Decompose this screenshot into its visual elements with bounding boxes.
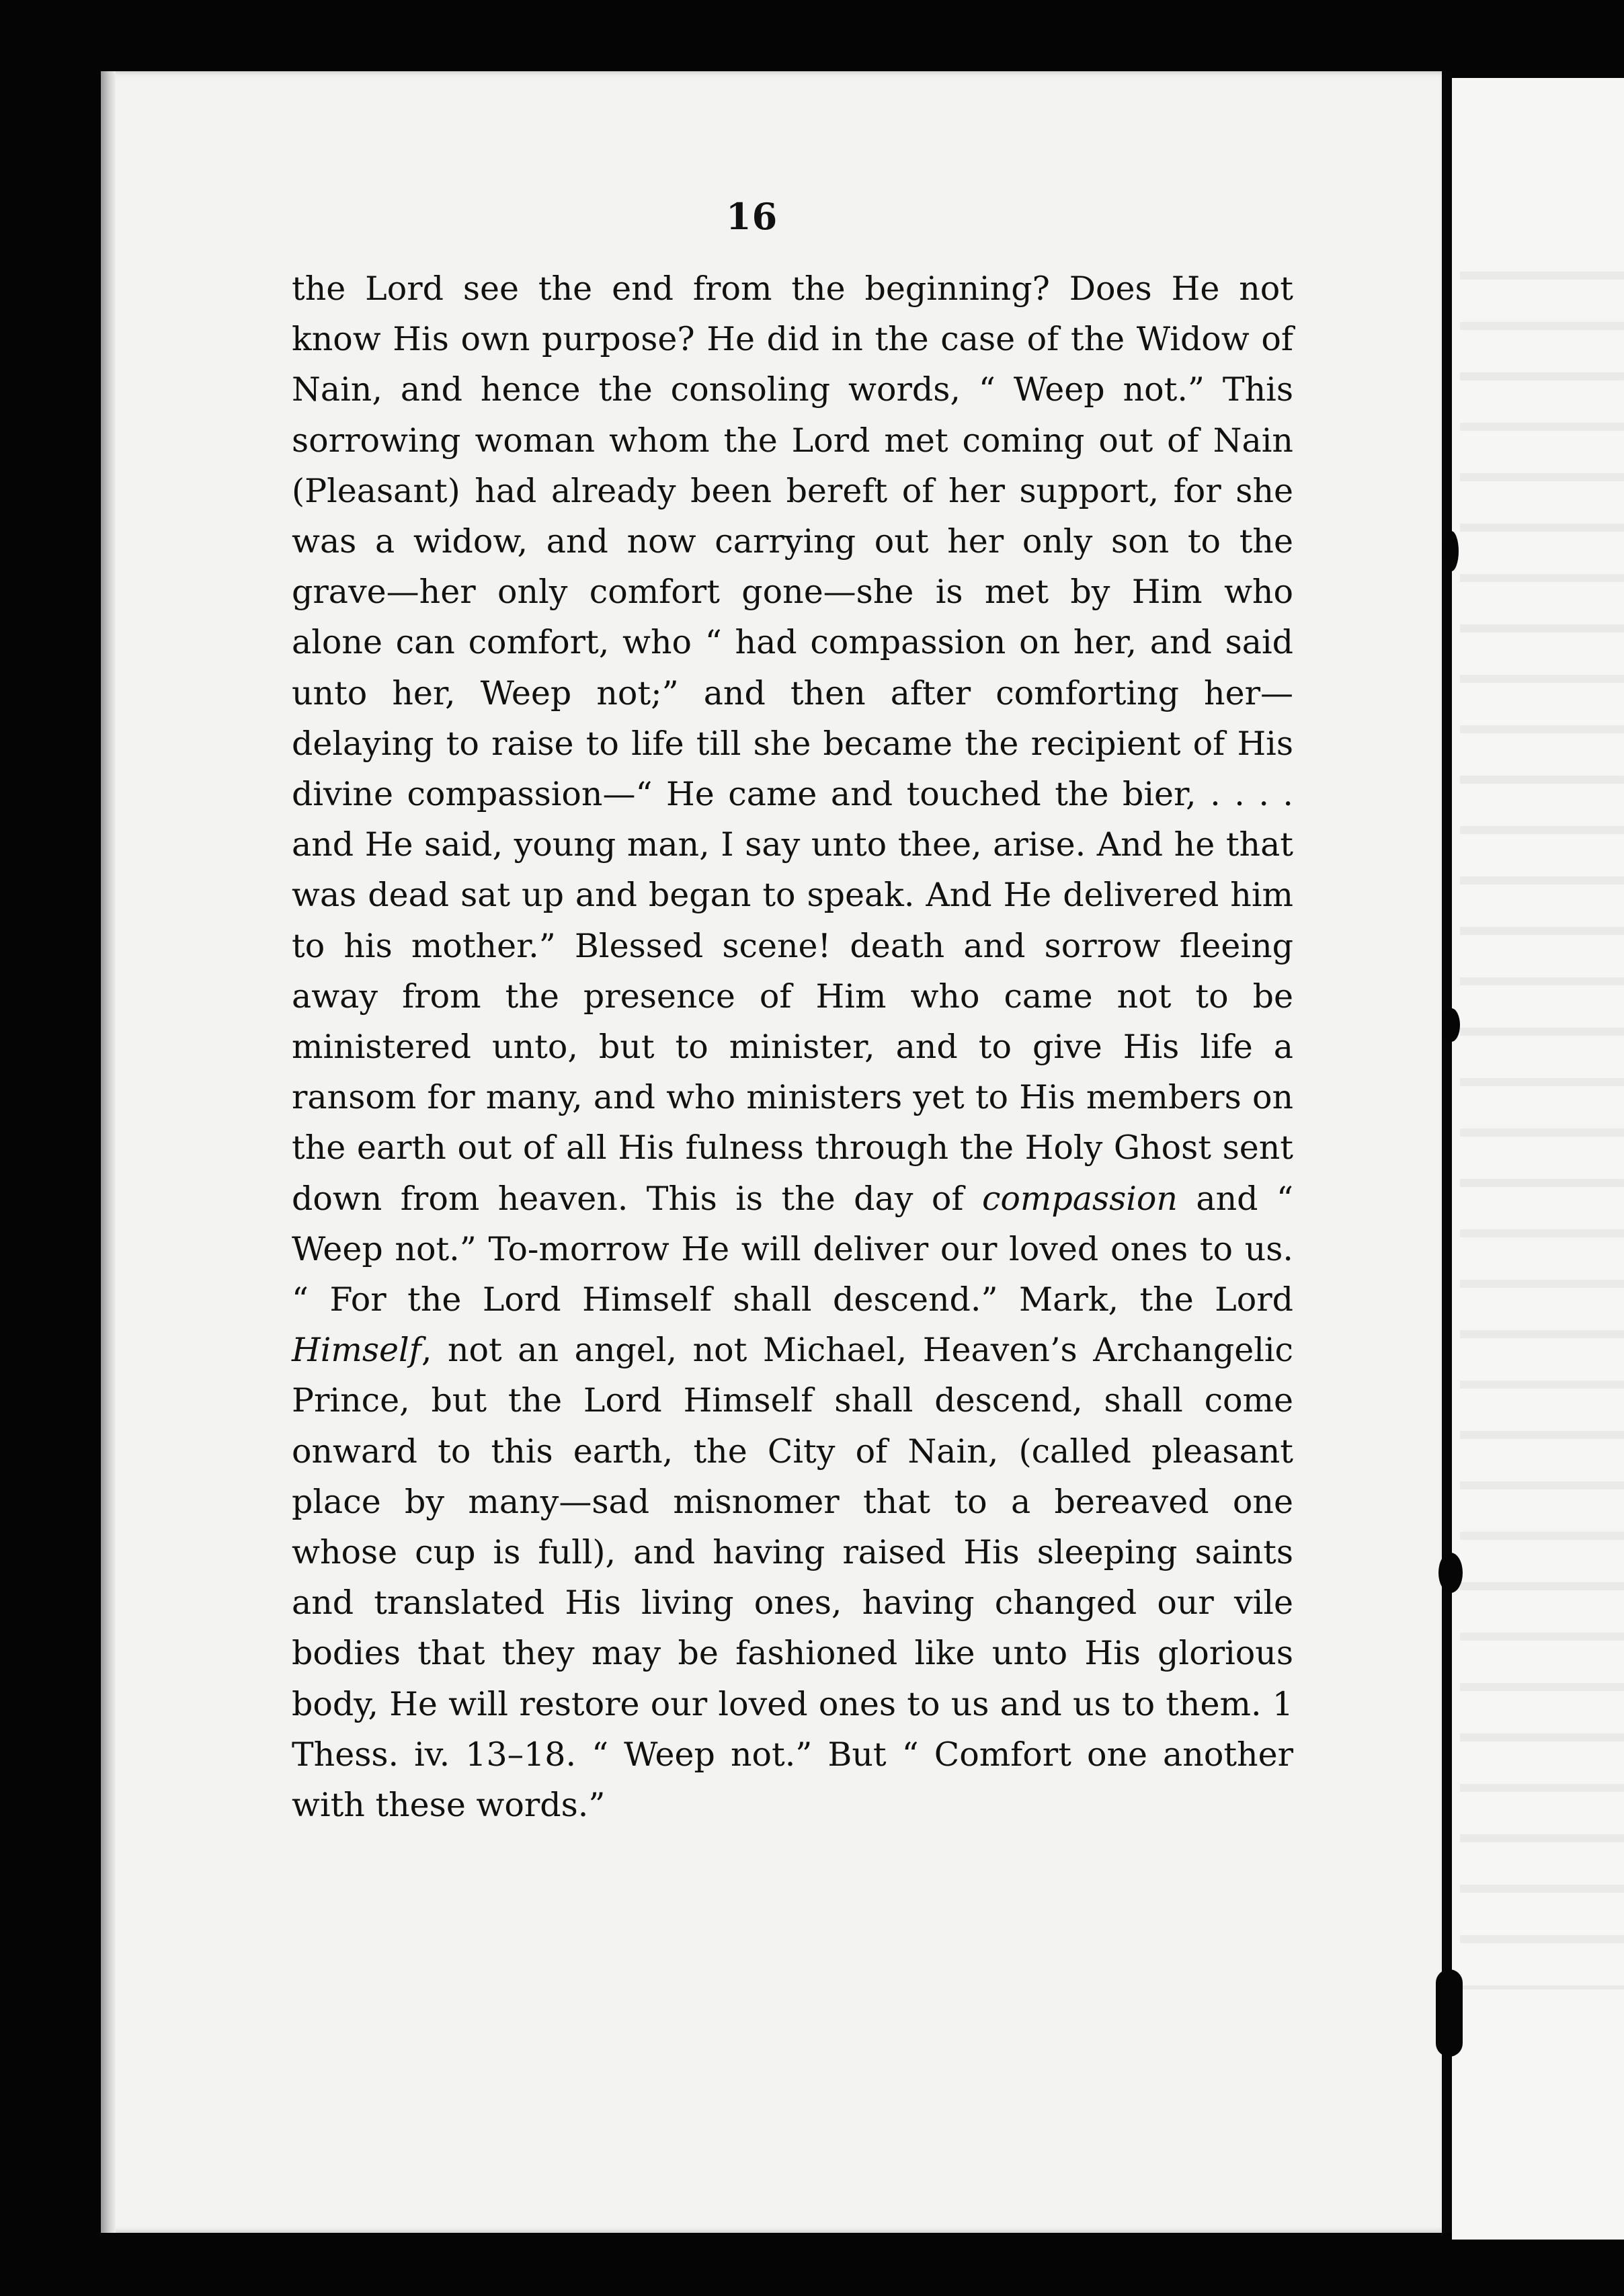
text-run: and “ Weep not.” To-morrow He will deliver our loved ones to us. “ For the Lord Himself shall descend.” Mark, the Lord [292,1179,1293,1319]
ink-blot [1443,1008,1460,1042]
page-binding-shadow [101,71,116,2233]
facing-page-bleed-through [1460,242,1624,1990]
page-number: 16 [726,195,778,238]
text-run: , not an angel, not Michael, Heaven’s Archangelic Prince, but the Lord Himself shall descend, shall come onward to this earth, the City of Nain, (called pleasant place by many—sad misnomer that to a bereaved one whose cup is full), and having raised His sleeping saints and translated His living ones, having changed our vile bodies that they may be fashioned like unto His glorious body, He will restore our loved ones to us and us to them. 1 Thess. iv. 13–18. “ Weep not.” But “ Comfort one another with these words.” [292,1331,1293,1825]
page-gutter [1442,71,1452,2233]
italic-text-run: Himself [292,1331,421,1370]
ink-blot [1438,1553,1463,1593]
text-run: the Lord see the end from the beginning? Does He not know His own purpose? He did in the case of the Widow of Nain, and hence the consoling words, “ Weep not.” This sorrowing woman whom the Lord met coming out of Nain (Pleasant) had already been bereft of her support, for she was a widow, and now carrying out her only son to the grave—her only comfort gone—she is met by Him who alone can comfort, who “ had compassion on her, and said unto her, Weep not;” and then after comforting her—delaying to raise to life till she became the recipient of His divine compassion—“ He came and touched the bier, . . . . and He said, young man, I say unto thee, arise. And he that was dead sat up and began to speak. And He delivered him to his mother.” Blessed scene! death and sorrow fleeing away from the presence of Him who came not to be ministered unto, but to minister, and to give His life a ransom for many, and who ministers yet to His members on the earth out of all His fulness through the Holy Ghost sent down from heaven. This is the day of [292,270,1293,1218]
italic-text-run: compassion [981,1179,1178,1218]
ink-blot [1436,1969,1463,2057]
body-paragraph [292,263,1293,1830]
ink-blot [1444,531,1459,571]
